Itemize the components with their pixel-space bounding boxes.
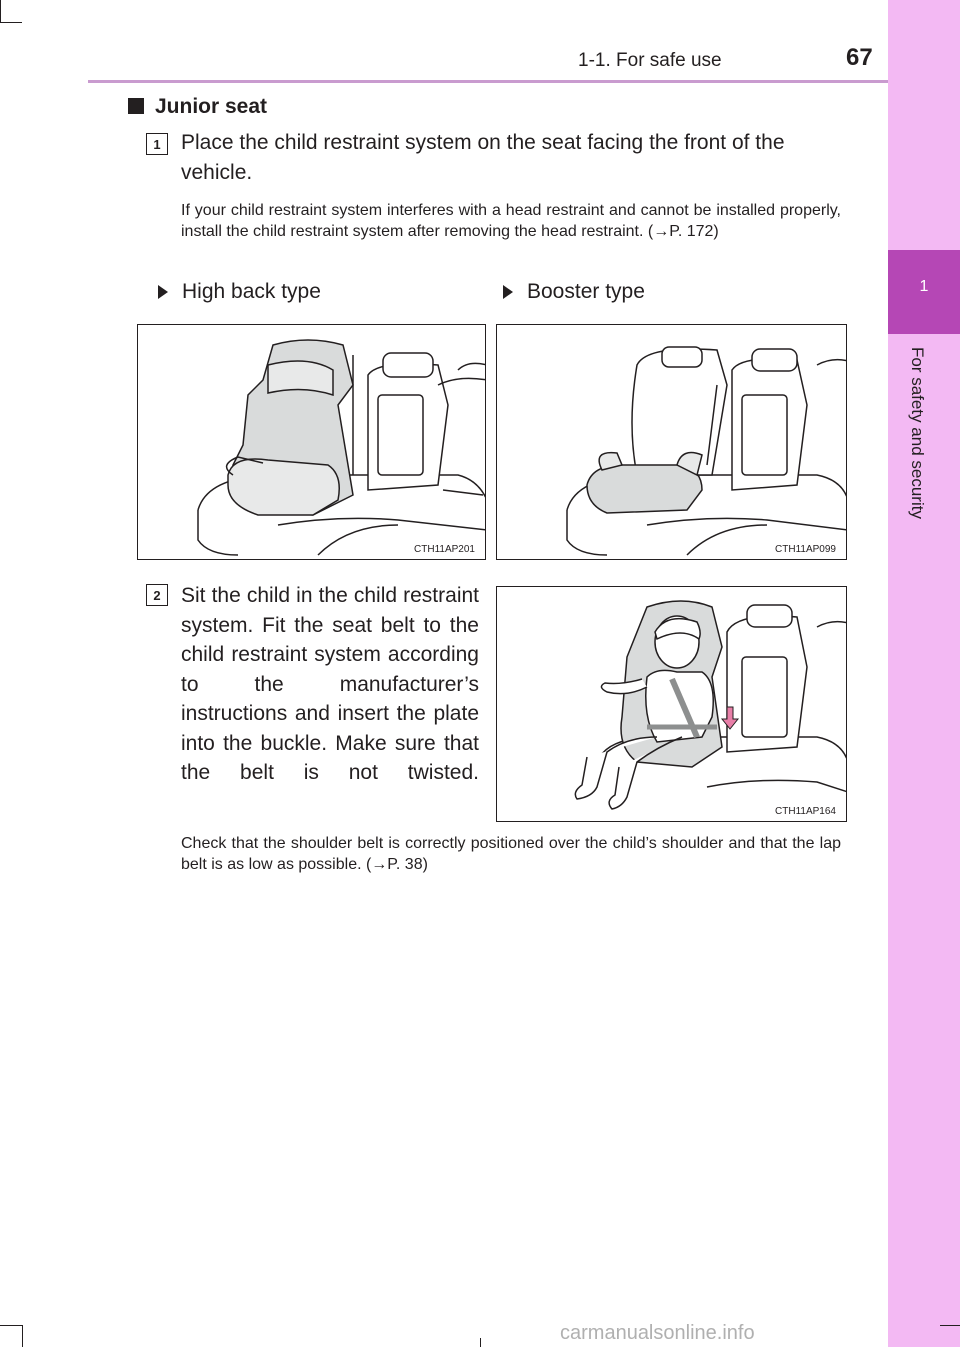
child-seated-illustration <box>496 586 847 822</box>
booster-figure-code: CTH11AP099 <box>775 544 836 555</box>
step-1-note: If your child restraint system interferes with a head restraint and cannot be installed properly, install the child restraint system after removing the head restraint. (→P. 172) <box>181 202 841 240</box>
step-2-note: Check that the shoulder belt is correctly positioned over the child’s shoulder and that the lap belt is as low as possible. (→P. 38) <box>181 835 841 873</box>
page-number: 67 <box>846 44 873 71</box>
child-seated-drawing <box>497 587 847 822</box>
header-rule <box>88 80 888 83</box>
heading-square-icon <box>128 98 144 114</box>
high-back-booster-seat <box>227 340 353 515</box>
triangle-bullet-icon <box>503 285 513 299</box>
high-back-type-label <box>158 280 321 304</box>
booster-type-label <box>503 280 645 304</box>
watermark: carmanualsonline.info <box>560 1322 755 1344</box>
chapter-title: For safety and security <box>908 347 927 519</box>
crop-mark <box>480 1338 481 1347</box>
chapter-number: 1 <box>919 278 929 295</box>
step-1-text: Place the child restraint system on the seat facing the front of the vehicle. <box>181 131 785 184</box>
crop-mark <box>0 1325 22 1326</box>
high-back-seat-drawing <box>138 325 486 560</box>
booster-seat-illustration <box>496 324 847 560</box>
high-back-figure-code: CTH11AP201 <box>414 544 475 555</box>
side-tab-top <box>888 0 960 250</box>
booster-type-text: Booster type <box>527 280 645 303</box>
triangle-bullet-icon <box>158 285 168 299</box>
section-heading: Junior seat <box>155 95 268 118</box>
crop-mark <box>22 1325 23 1347</box>
booster-seat-drawing <box>497 325 847 560</box>
crop-mark <box>0 0 1 22</box>
step-2-badge: 2 <box>146 584 168 606</box>
crop-mark <box>940 1325 960 1326</box>
child-figure-code: CTH11AP164 <box>775 806 836 817</box>
step-2-text: Sit the child in the child restraint system. Fit the seat belt to the child restraint system according to the manufacturer’s instructions and insert the plate into the buckle. Make sure that the belt is not twisted. <box>181 584 479 784</box>
high-back-seat-illustration <box>137 324 486 560</box>
crop-mark <box>0 22 22 23</box>
step-1-badge: 1 <box>146 133 168 155</box>
high-back-type-text: High back type <box>182 280 321 303</box>
section-label: 1-1. For safe use <box>578 50 722 71</box>
